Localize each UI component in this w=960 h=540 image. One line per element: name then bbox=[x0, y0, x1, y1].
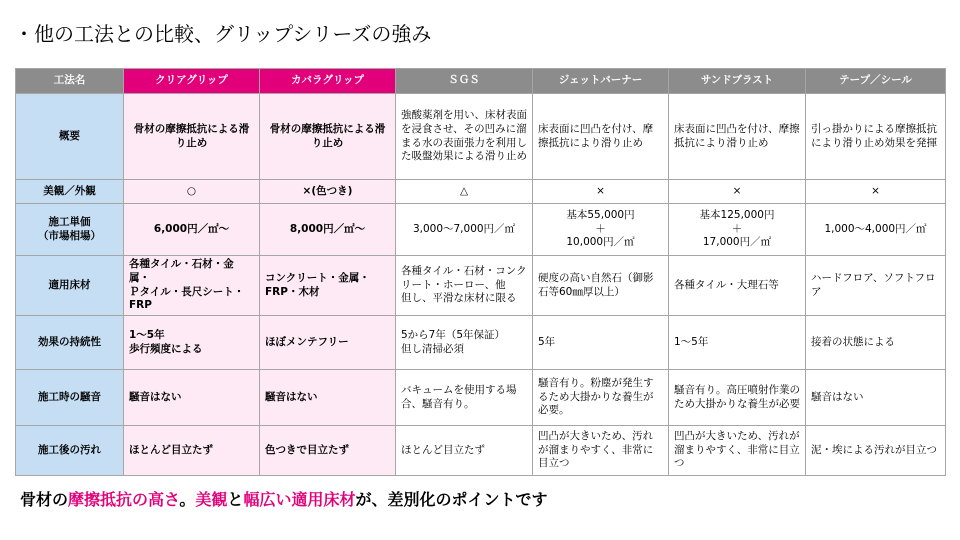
table-cell: 泥・埃による汚れが目立つ bbox=[806, 426, 946, 476]
table-cell: 騒音はない bbox=[260, 370, 396, 426]
comparison-table bbox=[15, 68, 946, 476]
table-cell: 騒音有り。粉塵が発生するため大掛かりな養生が必要。 bbox=[533, 370, 669, 426]
column-header-sandblast: サンドブラスト bbox=[669, 69, 806, 94]
table-cell: 各種タイル・石材・金属・ Ｐタイル・長尺シート・ FRP bbox=[124, 256, 260, 316]
table-cell: コンクリート・金属・ FRP・木材 bbox=[260, 256, 396, 316]
table-row bbox=[16, 256, 946, 316]
table-cell: 引っ掛かりによる摩擦抵抗により滑り止め効果を発揮 bbox=[806, 94, 946, 180]
table-cell: 8,000円／㎡～ bbox=[260, 204, 396, 256]
table-row bbox=[16, 426, 946, 476]
table-cell: 床表面に凹凸を付け、摩擦抵抗により滑り止め bbox=[533, 94, 669, 180]
table-row bbox=[16, 94, 946, 180]
summary-highlight: 美観 bbox=[195, 490, 228, 509]
summary-text: 。 bbox=[179, 490, 196, 509]
table-cell: 各種タイル・大理石等 bbox=[669, 256, 806, 316]
summary-highlight: 幅広い適用床材 bbox=[243, 490, 356, 509]
column-header-clear-grip: クリアグリップ bbox=[124, 69, 260, 94]
column-header-tape-seal: テープ／シール bbox=[806, 69, 946, 94]
column-header-sgs: ＳＧＳ bbox=[396, 69, 533, 94]
page-title: ・他の工法との比較、グリップシリーズの強み bbox=[14, 22, 432, 46]
table-cell: 騒音はない bbox=[806, 370, 946, 426]
table-row bbox=[16, 316, 946, 370]
table-cell: 凹凸が大きいため、汚れが溜まりやすく、非常に目立つ bbox=[533, 426, 669, 476]
table-cell: 凹凸が大きいため、汚れが溜まりやすく、非常に目立つ bbox=[669, 426, 806, 476]
row-label: 施工単価 （市場相場） bbox=[16, 204, 124, 256]
table-cell: △ bbox=[396, 180, 533, 204]
table-cell: 1,000～4,000円／㎡ bbox=[806, 204, 946, 256]
summary-text: が、差別化のポイントです bbox=[355, 490, 548, 509]
table-row bbox=[16, 180, 946, 204]
table-cell: バキュームを使用する場合、騒音有り。 bbox=[396, 370, 533, 426]
table-cell: ハードフロア、ソフトフロア bbox=[806, 256, 946, 316]
table-cell: 騒音有り。高圧噴射作業のため大掛かりな養生が必要 bbox=[669, 370, 806, 426]
table-cell: ×(色つき) bbox=[260, 180, 396, 204]
row-label: 美観／外観 bbox=[16, 180, 124, 204]
column-header-method: 工法名 bbox=[16, 69, 124, 94]
column-header-kabara-grip: カバラグリップ bbox=[260, 69, 396, 94]
table-cell: 騒音はない bbox=[124, 370, 260, 426]
table-cell: 硬度の高い自然石（御影石等60㎜厚以上） bbox=[533, 256, 669, 316]
summary-text: と bbox=[227, 490, 244, 509]
table-cell: 各種タイル・石材・コンクリート・ホーロー、他 但し、平滑な床材に限る bbox=[396, 256, 533, 316]
table-cell: 基本55,000円 ＋ 10,000円／㎡ bbox=[533, 204, 669, 256]
table-cell: × bbox=[806, 180, 946, 204]
table-cell: 5から7年（5年保証） 但し清掃必須 bbox=[396, 316, 533, 370]
summary-highlight: 摩擦抵抗の高さ bbox=[68, 490, 180, 509]
table-cell: ほぼメンテフリー bbox=[260, 316, 396, 370]
table-cell: 5年 bbox=[533, 316, 669, 370]
row-label: 適用床材 bbox=[16, 256, 124, 316]
table-header-row bbox=[16, 69, 946, 94]
table-cell: ほとんど目立たず bbox=[124, 426, 260, 476]
table-cell: 1～5年 bbox=[669, 316, 806, 370]
table-cell: 強酸薬剤を用い、床材表面を浸食させ、その凹みに溜まる水の表面張力を利用した吸盤効果による滑り止め bbox=[396, 94, 533, 180]
row-label: 効果の持続性 bbox=[16, 316, 124, 370]
table-cell: 骨材の摩擦抵抗による滑り止め bbox=[124, 94, 260, 180]
table-cell: 接着の状態による bbox=[806, 316, 946, 370]
table-row bbox=[16, 204, 946, 256]
table-cell: 骨材の摩擦抵抗による滑り止め bbox=[260, 94, 396, 180]
column-header-jet-burner: ジェットバーナー bbox=[533, 69, 669, 94]
table-cell: 色つきで目立たず bbox=[260, 426, 396, 476]
summary-text: 骨材の bbox=[20, 490, 69, 509]
summary-statement bbox=[20, 487, 547, 510]
table-cell: 6,000円／㎡～ bbox=[124, 204, 260, 256]
table-row bbox=[16, 370, 946, 426]
row-label: 施工後の汚れ bbox=[16, 426, 124, 476]
table-cell: 1～5年 歩行頻度による bbox=[124, 316, 260, 370]
table-cell: 3,000～7,000円／㎡ bbox=[396, 204, 533, 256]
table-cell: × bbox=[533, 180, 669, 204]
table-cell: 基本125,000円 ＋ 17,000円／㎡ bbox=[669, 204, 806, 256]
row-label: 概要 bbox=[16, 94, 124, 180]
table-cell: ほとんど目立たず bbox=[396, 426, 533, 476]
row-label: 施工時の騒音 bbox=[16, 370, 124, 426]
table-cell: 床表面に凹凸を付け、摩擦抵抗により滑り止め bbox=[669, 94, 806, 180]
table-cell: × bbox=[669, 180, 806, 204]
table-cell: ○ bbox=[124, 180, 260, 204]
